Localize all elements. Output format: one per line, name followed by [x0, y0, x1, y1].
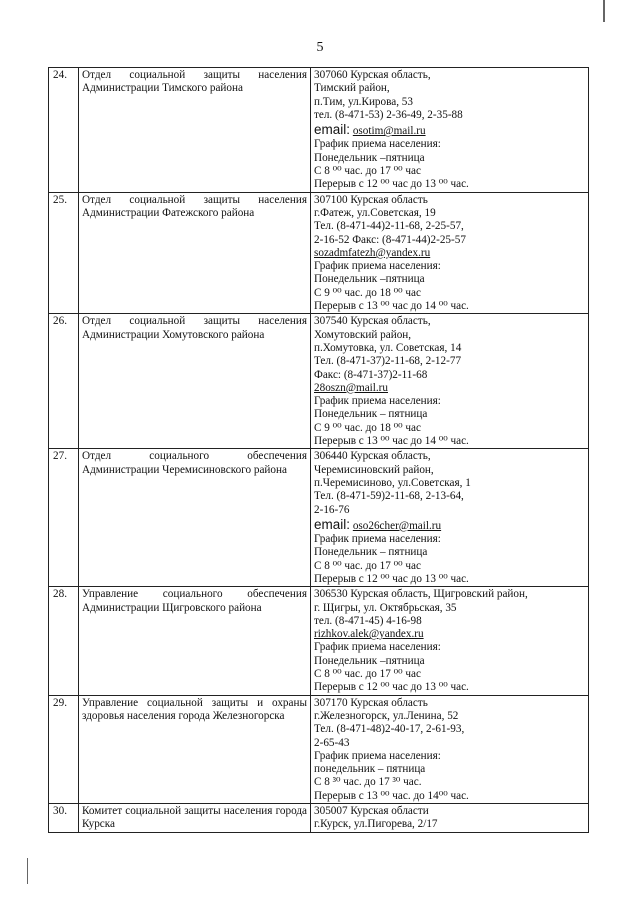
contact-line: С 9 ⁰⁰ час. до 18 ⁰⁰ час: [314, 421, 421, 434]
contact-info: [311, 449, 589, 587]
contact-line: 2-16-76: [314, 503, 350, 516]
email-line: [314, 382, 585, 395]
table-row: [49, 192, 589, 314]
contact-info: [311, 587, 589, 695]
table-row: [49, 314, 589, 449]
contact-line: 307060 Курская область,: [314, 69, 431, 81]
email-line: [314, 628, 585, 641]
contact-line: График приема населения:: [314, 138, 441, 151]
organization-name: Управление социального обеспечения Администрации Щигровского района: [79, 587, 311, 695]
contact-line: п.Хомутовка, ул. Советская, 14: [314, 341, 462, 354]
contact-line: Перерыв с 12 ⁰⁰ час до 13 ⁰⁰ час.: [314, 178, 469, 191]
contact-line: 307170 Курская область: [314, 696, 428, 709]
contact-line: Тел. (8-471-59)2-11-68, 2-13-64,: [314, 490, 464, 503]
contact-line: Перерыв с 13 ⁰⁰ час до 14 ⁰⁰ час.: [314, 435, 469, 448]
contact-line: 305007 Курская области: [314, 805, 429, 818]
contact-line: Черемисиновский район,: [314, 463, 434, 476]
email-link[interactable]: 28oszn@mail.ru: [314, 381, 388, 394]
contact-line: п.Черемисиново, ул.Советская, 1: [314, 476, 471, 489]
contact-info: [311, 695, 589, 803]
contact-line: г.Фатеж, ул.Советская, 19: [314, 206, 436, 219]
contact-info: [311, 314, 589, 449]
contact-line: понедельник – пятница: [314, 763, 426, 776]
organization-name: Отдел социальной защиты населения Администрации Фатежского района: [79, 192, 311, 314]
contact-line: 2-16-52 Факс: (8-471-44)2-25-57: [314, 233, 466, 246]
email-line: [314, 517, 585, 533]
email-line: [314, 247, 585, 260]
table-row: [49, 449, 589, 587]
contacts-table-body: [49, 68, 589, 833]
contact-line: График приема населения:: [314, 260, 441, 273]
contact-line: Понедельник – пятница: [314, 408, 428, 421]
contact-line: 306440 Курская область,: [314, 450, 431, 463]
contact-info: [311, 68, 589, 193]
contact-line: С 8 ⁰⁰ час. до 17 ⁰⁰ час: [314, 165, 421, 178]
table-row: [49, 804, 589, 833]
contact-line: Перерыв с 13 ⁰⁰ час до 14 ⁰⁰ час.: [314, 300, 469, 313]
contact-line: г.Железногорск, ул.Ленина, 52: [314, 709, 459, 722]
email-label: email:: [314, 122, 351, 138]
organization-name: Отдел социальной защиты населения Администрации Хомутовского района: [79, 314, 311, 449]
contact-line: С 9 ⁰⁰ час. до 18 ⁰⁰ час: [314, 286, 421, 299]
contact-line: Перерыв с 12 ⁰⁰ час до 13 ⁰⁰ час.: [314, 681, 469, 694]
contact-line: тел. (8-471-53) 2-36-49, 2-35-88: [314, 108, 463, 121]
organization-name: Комитет социальной защиты населения города Курска: [79, 804, 311, 833]
contact-line: г.Курск, ул.Пигорева, 2/17: [314, 818, 438, 831]
contact-line: п.Тим, ул.Кирова, 53: [314, 95, 413, 108]
contact-line: Факс: (8-471-37)2-11-68: [314, 368, 428, 381]
contact-info: [311, 804, 589, 833]
contact-line: График приема населения:: [314, 641, 441, 654]
row-number: 25.: [49, 192, 79, 314]
row-number: 24.: [49, 68, 79, 193]
contact-line: 306530 Курская область, Щигровский район,: [314, 588, 528, 601]
contact-line: Понедельник – пятница: [314, 546, 428, 559]
contact-line: Перерыв с 12 ⁰⁰ час до 13 ⁰⁰ час.: [314, 572, 469, 585]
row-number: 28.: [49, 587, 79, 695]
contact-line: Понедельник –пятница: [314, 654, 425, 667]
email-link[interactable]: oso26cher@mail.ru: [352, 519, 442, 532]
email-link[interactable]: rizhkov.alek@yandex.ru: [314, 628, 424, 641]
contact-line: 2-65-43: [314, 736, 350, 749]
contact-line: 307100 Курская область: [314, 193, 428, 206]
table-row: [49, 68, 589, 193]
contact-line: График приема населения:: [314, 395, 441, 408]
scan-mark-left: [27, 858, 28, 884]
email-label: email:: [314, 516, 351, 532]
page-number: 5: [316, 40, 324, 55]
contact-line: Тел. (8-471-37)2-11-68, 2-12-77: [314, 355, 462, 368]
table-row: [49, 695, 589, 803]
contact-line: 307540 Курская область,: [314, 315, 431, 328]
row-number: 26.: [49, 314, 79, 449]
contact-line: График приема населения:: [314, 533, 441, 546]
contact-line: Понедельник –пятница: [314, 151, 425, 164]
scan-mark-top: [603, 0, 605, 22]
table-row: [49, 587, 589, 695]
contact-info: [311, 192, 589, 314]
contact-line: Перерыв с 13 ⁰⁰ час. до 14⁰⁰ час.: [314, 789, 469, 802]
contact-line: С 8 ⁰⁰ час. до 17 ⁰⁰ час: [314, 668, 421, 681]
contact-line: График приема населения:: [314, 749, 441, 762]
organization-name: Управление социальной защиты и охраны здоровья населения города Железногорска: [79, 695, 311, 803]
contact-line: Тимский район,: [314, 82, 390, 95]
organization-name: Отдел социального обеспечения Администрации Черемисиновского района: [79, 449, 311, 587]
row-number: 30.: [49, 804, 79, 833]
contact-line: Понедельник –пятница: [314, 273, 425, 286]
contact-line: Тел. (8-471-44)2-11-68, 2-25-57,: [314, 220, 464, 233]
email-line: [314, 122, 585, 138]
contact-line: С 8 ³⁰ час. до 17 ³⁰ час.: [314, 776, 422, 789]
contact-line: С 8 ⁰⁰ час. до 17 ⁰⁰ час: [314, 559, 421, 572]
contact-line: г. Щигры, ул. Октябрьская, 35: [314, 601, 457, 614]
email-link[interactable]: sozadmfatezh@yandex.ru: [314, 246, 431, 259]
contact-line: Тел. (8-471-48)2-40-17, 2-61-93,: [314, 723, 465, 736]
contacts-table: [48, 67, 589, 833]
row-number: 27.: [49, 449, 79, 587]
row-number: 29.: [49, 695, 79, 803]
email-link[interactable]: osotim@mail.ru: [352, 125, 426, 138]
organization-name: Отдел социальной защиты населения Администрации Тимского района: [79, 68, 311, 193]
contact-line: Хомутовский район,: [314, 328, 412, 341]
contact-line: тел. (8-471-45) 4-16-98: [314, 614, 422, 627]
